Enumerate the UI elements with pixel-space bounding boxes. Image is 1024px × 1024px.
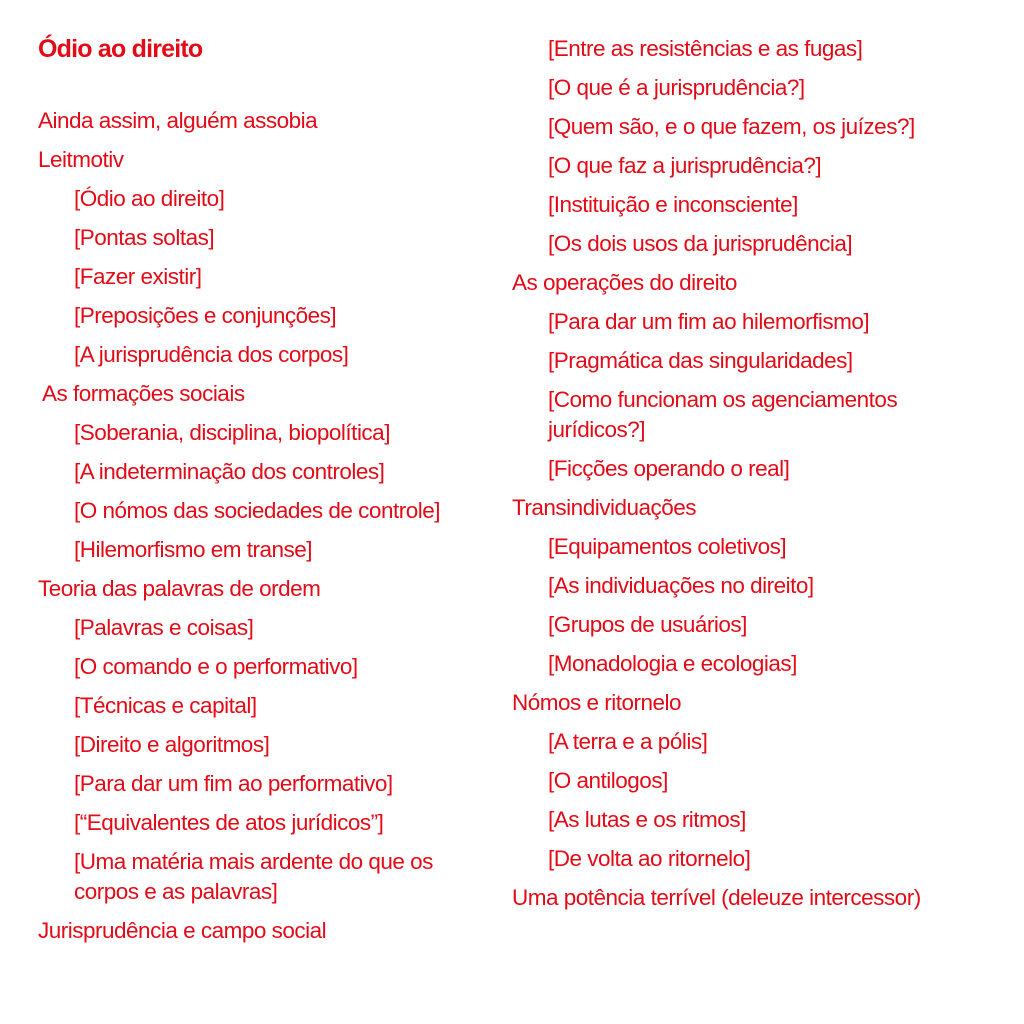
toc-subsection-item: [A terra e a pólis]	[548, 729, 708, 754]
toc-subsection-item: [“Equivalentes de atos jurídicos”]	[74, 810, 384, 835]
toc-subsection-item: [Fazer existir]	[74, 264, 202, 289]
toc-subsection-item: [Para dar um fim ao hilemorfismo]	[548, 309, 870, 334]
toc-subsection-item: [Direito e algoritmos]	[74, 732, 270, 757]
toc-section-heading: Teoria das palavras de ordem	[38, 576, 321, 601]
toc-section-heading: As formações sociais	[42, 381, 245, 406]
toc-section-heading: Uma potência terrível (deleuze intercessor)	[512, 885, 921, 910]
toc-subsection-item: [Os dois usos da jurisprudência]	[548, 231, 853, 256]
toc-subsection-item: [O antilogos]	[548, 768, 668, 793]
toc-left-column	[38, 102, 478, 951]
toc-subsection-item: [O comando e o performativo]	[74, 654, 358, 679]
toc-section-heading: Leitmotiv	[38, 147, 124, 172]
toc-subsection-item: [Técnicas e capital]	[74, 693, 257, 718]
toc-subsection-item: [O que é a jurisprudência?]	[548, 75, 805, 100]
toc-subsection-item: [Ficções operando o real]	[548, 456, 790, 481]
toc-subsection-item: [Palavras e coisas]	[74, 615, 254, 640]
toc-subsection-item: [Soberania, disciplina, biopolítica]	[74, 420, 390, 445]
toc-subsection-item: [Equipamentos coletivos]	[548, 534, 787, 559]
toc-subsection-item: [Monadologia e ecologias]	[548, 651, 797, 676]
toc-subsection-item: [A indeterminação dos controles]	[74, 459, 385, 484]
toc-section-heading: Transindividuações	[512, 495, 697, 520]
toc-subsection-item: [Instituição e inconsciente]	[548, 192, 798, 217]
toc-subsection-item: [Pragmática das singularidades]	[548, 348, 853, 373]
toc-subsection-item: [Pontas soltas]	[74, 225, 215, 250]
toc-section-heading: Ainda assim, alguém assobia	[38, 108, 318, 133]
toc-subsection-item: [De volta ao ritornelo]	[548, 846, 751, 871]
toc-section-heading: Nómos e ritornelo	[512, 690, 682, 715]
toc-subsection-item: [As lutas e os ritmos]	[548, 807, 746, 832]
toc-subsection-item: [As individuações no direito]	[548, 573, 814, 598]
toc-section-heading: Jurisprudência e campo social	[38, 918, 327, 943]
toc-subsection-item: [Uma matéria mais ardente do que os corpos e as palavras]	[74, 849, 433, 904]
toc-subsection-item: [Hilemorfismo em transe]	[74, 537, 313, 562]
toc-subsection-item: [Para dar um fim ao performativo]	[74, 771, 393, 796]
toc-subsection-item: [Grupos de usuários]	[548, 612, 747, 637]
toc-subsection-item: [A jurisprudência dos corpos]	[74, 342, 349, 367]
toc-subsection-item: [Entre as resistências e as fugas]	[548, 36, 863, 61]
toc-subsection-item: [Ódio ao direito]	[74, 186, 225, 211]
toc-section-heading: As operações do direito	[512, 270, 737, 295]
toc-subsection-item: [Quem são, e o que fazem, os juízes?]	[548, 114, 915, 139]
toc-right-column	[512, 30, 982, 918]
toc-subsection-item: [O que faz a jurisprudência?]	[548, 153, 822, 178]
toc-subsection-item: [O nómos das sociedades de controle]	[74, 498, 440, 523]
page-title: Ódio ao direito	[38, 35, 203, 63]
toc-subsection-item: [Como funcionam os agenciamentos jurídicos?]	[548, 387, 898, 442]
toc-subsection-item: [Preposições e conjunções]	[74, 303, 337, 328]
